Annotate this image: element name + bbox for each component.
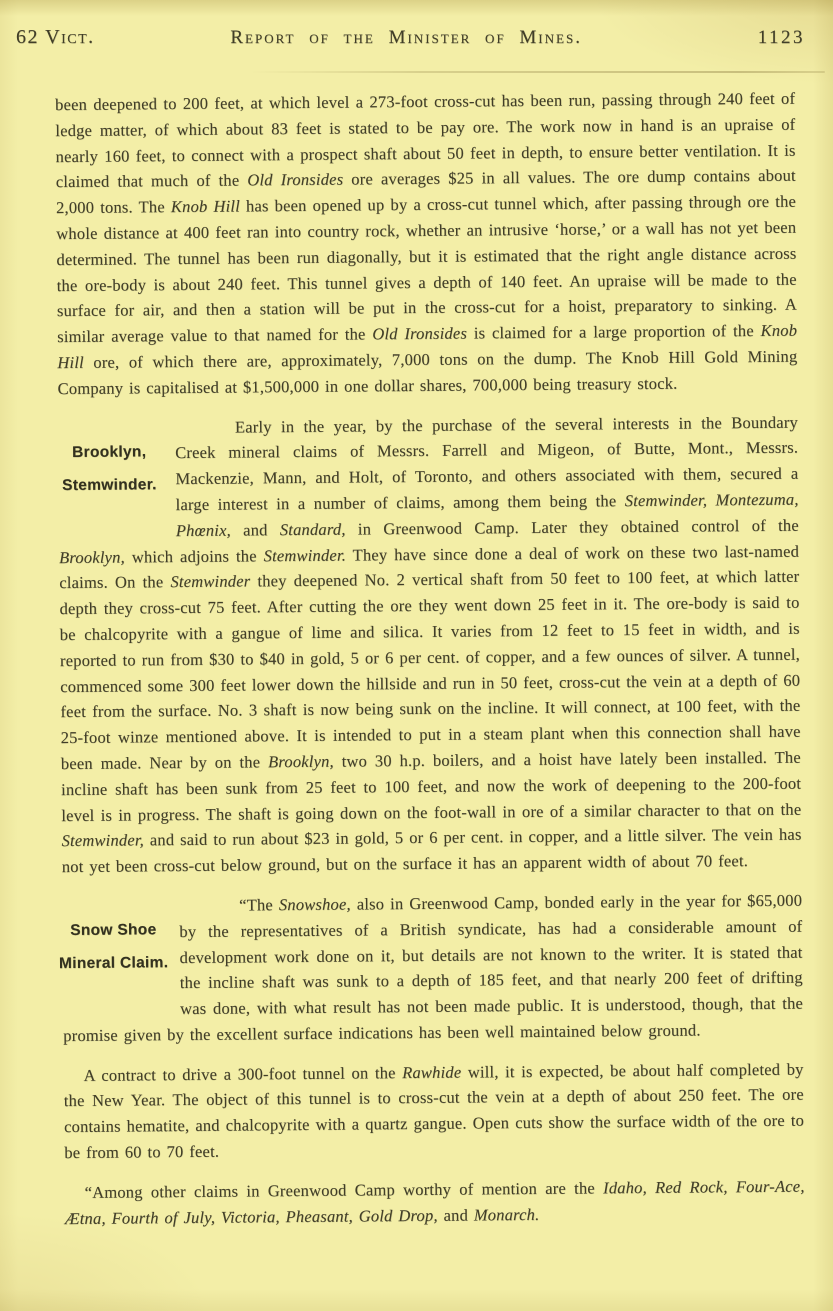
- claim-name: Monarch.: [473, 1204, 540, 1225]
- text-run: which adjoins the: [124, 545, 264, 567]
- text-run: “The: [239, 895, 279, 915]
- claim-name: Standard,: [279, 519, 346, 539]
- claim-name: Idaho, Red Rock, Four-Ace, Ætna, Fourth of July, Victoria, Pheasant, Gold Drop,: [64, 1176, 805, 1228]
- claim-name: Stemwinder: [170, 571, 251, 592]
- text-run: two 30 h.p. boilers, and a hoist have lately been installed. The incline shaft has been sunk from 25 feet to 100 feet, and now the work of deepening to the 200-foot level is in progress. The shaft is going down on the foot-wall in ore of a similar character to that on the: [61, 747, 802, 825]
- paragraph-snow-shoe: [58, 888, 804, 1049]
- text-run: and: [230, 519, 280, 540]
- margin-note-snow-shoe: Snow Shoe Mineral Claim.: [58, 921, 169, 973]
- text-run: has been opened up by a cross-cut tunnel which, after passing through ore the whole distance at 400 feet ran into country rock, whether an intrusive ‘horse,’ or a wall has not yet been determined. The tunnel has been run diagonally, but it is estimated that the right angle distance across the ore-body is about 240 feet. This tunnel gives a depth of 140 feet. An upraise will be made to the surface for air, and then a station will be put in the cross-cut for a hoist, preparatory to sinking. A similar average value to that named for the: [56, 191, 797, 347]
- claim-name: Knob Hill: [170, 196, 241, 217]
- text-run: A contract to drive a 300-foot tunnel on the: [83, 1062, 403, 1085]
- claim-name: Rawhide: [402, 1062, 462, 1082]
- page-body: [55, 86, 805, 1246]
- claim-name: Old Ironsides: [247, 169, 344, 190]
- text-run: is claimed for a large proportion of the: [466, 321, 761, 343]
- text-run: also in Greenwood Camp, bonded early in the year for $65,000 by the representatives of a British syndicate, has had a considerable amount of development work done on it, but details are not known to the writer. It is stated that the incline shaft was sunk to a depth of 185 feet, and that nearly 200 feet of drifting was done, with what result has not been made public. It is understood, though, that the promise given by the excellent surface indications has been well maintained below ground.: [63, 890, 804, 1045]
- margin-note-brooklyn-stemwinder: Brooklyn, Stemwinder.: [62, 442, 157, 494]
- text-run: will, it is expected, be about half completed by the New Year. The object of this tunnel is to cross-cut the vein at a depth of about 250 feet. The ore contains hematite, and chalcopyrite with a quartz gangue. Open cuts show the surface width of the ore to be from 60 to 70 feet.: [63, 1059, 805, 1163]
- page-title: Report of the Minister of Mines.: [230, 27, 582, 48]
- text-run: ore, of which there are, approximately, 7,000 tons on the dump. The Knob Hill Gold Mining Company is capitalised at $1,500,000 in one dollar shares, 700,000 being treasury stock.: [57, 346, 798, 398]
- text-run: They have since done a deal of work on these two last-named claims. On the: [59, 541, 800, 593]
- text-run: they deepened No. 2 vertical shaft from 50 feet to 100 feet, at which latter depth they cross-cut 75 feet. After cutting the ore they went down 25 feet in it. The ore-body is said to be chalcopyrite with a gangue of lime and silica. It varies from 12 feet to 15 feet in width, and is reported to run from $30 to $40 in gold, 5 or 6 per cent. of copper, and a few ounces of silver. A tunnel, commenced some 300 feet lower down the hillside and run in 50 feet, cross-cut the vein at a depth of 60 feet from the surface. No. 3 shaft is now being sunk on the incline. It will connect, at 100 feet, with the 25-foot winze mentioned above. It is intended to put in a steam plant when this connection shall have been made. Near by on the: [59, 566, 801, 774]
- claim-name: Stemwinder.: [263, 545, 347, 565]
- claim-name: Knob Hill: [57, 320, 798, 373]
- paragraph-other-claims: [65, 1173, 805, 1231]
- claim-name: Stemwinder,: [61, 830, 145, 851]
- text-run: and: [437, 1205, 474, 1225]
- header-rule: [250, 71, 825, 73]
- claim-name: Stemwinder, Montezuma, Phœnix,: [175, 489, 799, 540]
- text-run: in Greenwood Camp. Later they obtained control of the: [345, 515, 799, 539]
- text-run: Early in the year, by the purchase of the several interests in the Boundary Creek mineral claims of Messrs. Farrell and Migeon, of Butte, Mont., Messrs. Mackenzie, Mann, and Holt, of Toronto, and others associated with them, secured a large interest in a number of claims, among them being the: [175, 412, 799, 515]
- claim-name: Snowshoe,: [278, 894, 351, 915]
- claim-name: Brooklyn,: [59, 547, 125, 567]
- paragraph-brooklyn-stemwinder: [58, 409, 802, 880]
- page-header: [16, 26, 805, 56]
- text-run: been deepened to 200 feet, at which level a 273-foot cross-cut has been run, passing through 240 feet of ledge matter, of which about 83 feet is stated to be pay ore. The work now in hand is an upraise of nearly 160 feet, to connect with a prospect shaft about 50 feet in depth, to ensure better ventilation. It is claimed that much of the: [55, 88, 796, 192]
- text-run: “Among other claims in Greenwood Camp worthy of mention are the: [84, 1178, 604, 1202]
- header-volume: 62 Vict.: [16, 26, 95, 48]
- paragraph-old-ironsides-knob-hill: [55, 86, 798, 402]
- paragraph-rawhide-tunnel: [63, 1056, 804, 1166]
- claim-name: Brooklyn,: [267, 751, 334, 772]
- text-run: and said to run about $23 in gold, 5 or 6 per cent. in copper, and a little silver. The vein has not yet been cross-cut below ground, but on the surface it has an apparent width of about 70 feet.: [61, 824, 802, 877]
- claim-name: Old Ironsides: [372, 323, 468, 344]
- header-page-number: 1123: [757, 27, 805, 48]
- text-run: ore averages $25 in all values. The ore dump contains about 2,000 tons. The: [55, 166, 796, 218]
